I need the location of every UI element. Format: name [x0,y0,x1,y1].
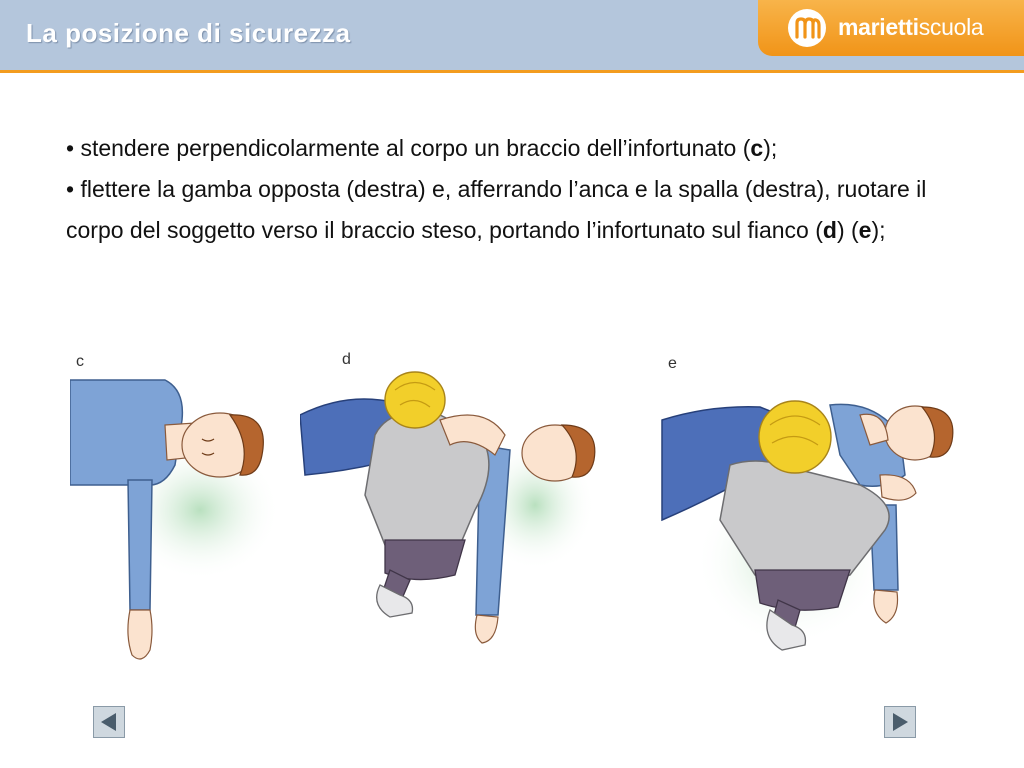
previous-slide-button[interactable] [93,706,125,738]
header-bar [0,0,1024,73]
publisher-logo [758,0,1024,56]
triangle-left-icon [94,707,124,737]
instructions-text [66,128,966,251]
bullet-2-end: ); [871,217,886,243]
figure-c-label: c [76,353,84,370]
recovery-step-c-illustration [70,345,280,675]
bullet-2-text: • flettere la gamba opposta (destra) e, afferrando l’anca e la spalla (destra), ruotare il corpo del soggetto verso il braccio steso, portando l’infortunato sul fianco ( [66,176,927,243]
bullet-2-ref-e: e [858,217,872,243]
bullet-1-ref: c [750,135,764,161]
page-title: La posizione di sicurezza [26,18,351,48]
logo-text-light: scuola [918,14,984,40]
logo-mark-icon [788,9,826,47]
triangle-right-icon [885,707,915,737]
recovery-step-e-illustration [660,345,960,665]
bullet-2-ref-d: d [822,217,837,243]
figure-d-label: d [342,351,351,368]
next-slide-button[interactable] [884,706,916,738]
bullet-1-end: ); [763,135,778,161]
bullet-1-text: • stendere perpendicolarmente al corpo un braccio dell’infortunato ( [66,135,751,161]
figure-e [660,345,960,665]
recovery-step-d-illustration [300,345,600,645]
logo-text-bold: marietti [838,14,919,40]
figure-c [70,345,280,675]
logo-name [838,14,983,41]
figure-e-label: e [668,355,677,372]
bullet-2-mid: ) ( [836,217,859,243]
figure-d [300,345,600,645]
